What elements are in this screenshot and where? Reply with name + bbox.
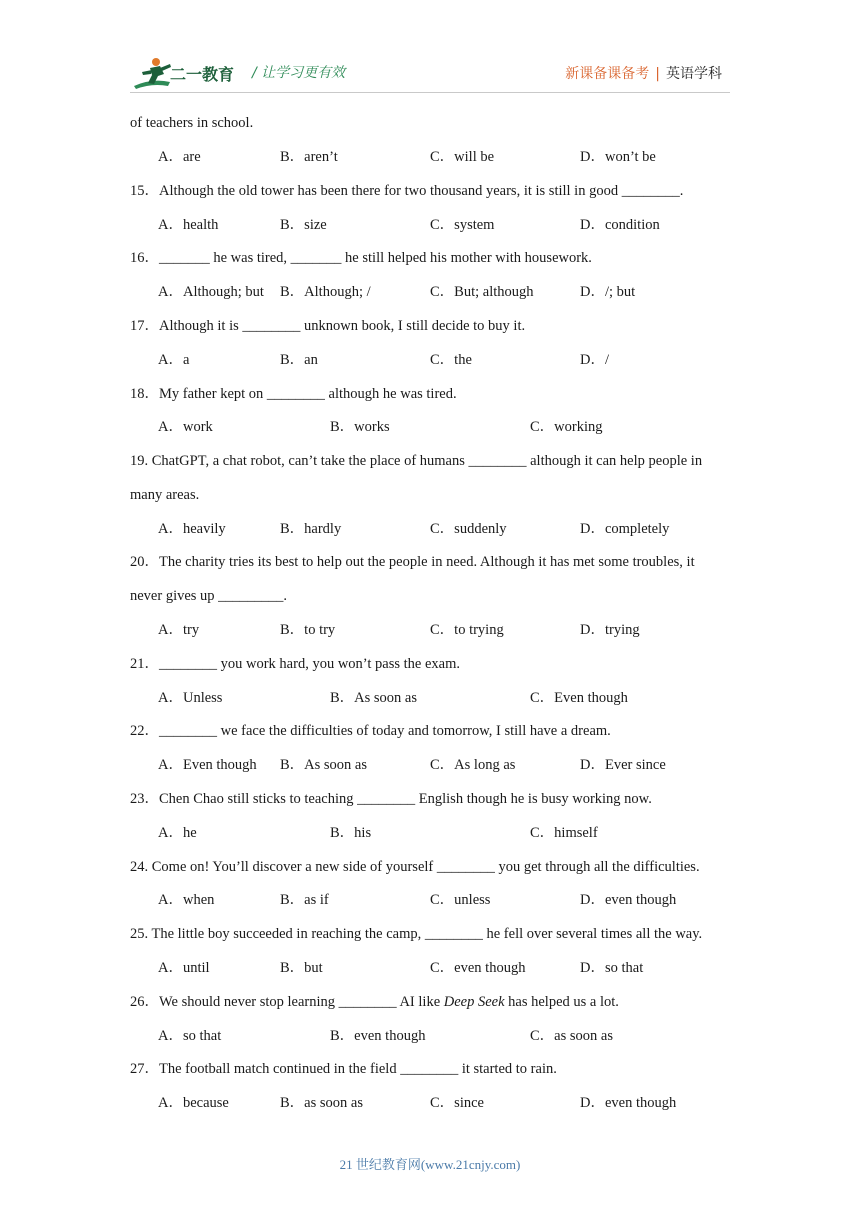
question-text: 17．Although it is ________ unknown book, I still decide to buy it.: [130, 318, 526, 334]
option: B．As soon as: [330, 690, 418, 706]
option: B．hardly: [280, 521, 342, 537]
option: B．aren’t: [280, 149, 338, 165]
question-text: of teachers in school.: [130, 115, 254, 131]
option: A．try: [158, 622, 200, 638]
option: C．working: [530, 419, 603, 435]
option: A．heavily: [158, 521, 226, 537]
option: D．condition: [580, 217, 660, 233]
question-text: 20．The charity tries its best to help out the people in need. Although it has met some troubles, it: [130, 554, 695, 570]
option: B．an: [280, 352, 318, 368]
question-text: 16．_______ he was tired, _______ he still helped his mother with housework.: [130, 250, 592, 266]
option: D．/; but: [580, 284, 636, 300]
option: D．even though: [580, 1095, 677, 1111]
option: C．suddenly: [430, 521, 507, 537]
option: D．trying: [580, 622, 640, 638]
option: A．Even though: [158, 757, 257, 773]
question-text: [130, 993, 619, 1011]
option: C．as soon as: [530, 1028, 613, 1044]
option: C．But; although: [430, 284, 534, 300]
option: C．unless: [430, 892, 491, 908]
option: B．as soon as: [280, 1095, 363, 1111]
header-slogan: / 让学习更有效: [252, 65, 346, 81]
header-exam-label: 新课备课备考: [565, 66, 650, 82]
question-text: 25. The little boy succeeded in reaching the camp, ________ he fell over several times all the way.: [130, 926, 703, 942]
option: B．but: [280, 960, 323, 976]
option: B．as if: [280, 892, 329, 908]
option: C．to trying: [430, 622, 504, 638]
option: A．because: [158, 1095, 229, 1111]
option: B．his: [330, 825, 372, 841]
option: D．Ever since: [580, 757, 666, 773]
option: C．even though: [430, 960, 526, 976]
option: A．work: [158, 419, 213, 435]
option: A．when: [158, 892, 215, 908]
option: C．system: [430, 217, 495, 233]
header-subject-label: 英语学科: [666, 66, 722, 82]
option: B．As soon as: [280, 757, 368, 773]
question-text: 21．________ you work hard, you won’t pass the exam.: [130, 656, 460, 672]
question-text-italic: Deep Seek: [443, 994, 505, 1010]
question-text: 15．Although the old tower has been there for two thousand years, it is still in good ________.: [130, 183, 684, 199]
page-header: [0, 0, 860, 100]
logo-text: 二一教育: [170, 65, 235, 84]
option: C．since: [430, 1095, 484, 1111]
question-text: 19. ChatGPT, a chat robot, can’t take the place of humans ________ although it can help people in: [130, 453, 703, 469]
question-text-end: has helped us a lot.: [504, 994, 619, 1010]
option: C．As long as: [430, 757, 516, 773]
option: C．the: [430, 352, 472, 368]
question-text: 22．________ we face the difficulties of today and tomorrow, I still have a dream.: [130, 723, 611, 739]
question-text: 23．Chen Chao still sticks to teaching ________ English though he is busy working now.: [130, 791, 652, 807]
option: A．Unless: [158, 690, 223, 706]
question-text-continued: many areas.: [130, 487, 200, 503]
option: B．works: [330, 419, 390, 435]
question-text: 27．The football match continued in the field ________ it started to rain.: [130, 1061, 557, 1077]
question-text-start: 26．We should never stop learning ________ AI like: [130, 994, 444, 1010]
option: C．will be: [430, 149, 495, 165]
option: A．are: [158, 149, 201, 165]
option: A．until: [158, 960, 210, 976]
question-text-continued: never gives up _________.: [130, 588, 288, 604]
option: C．himself: [530, 825, 598, 841]
header-separator: |: [655, 66, 660, 82]
page-footer: 21 世纪教育网(www.21cnjy.com): [339, 1157, 521, 1172]
header-divider: [130, 92, 730, 93]
question-text: 24. Come on! You’ll discover a new side of yourself ________ you get through all the difficulties.: [130, 859, 700, 875]
option: B．even though: [330, 1028, 426, 1044]
option: B．to try: [280, 622, 336, 638]
option: C．Even though: [530, 690, 628, 706]
header-subject: [565, 63, 722, 83]
question-text: 18．My father kept on ________ although he was tired.: [130, 386, 457, 402]
option: A．Although; but: [158, 284, 264, 300]
option: D．so that: [580, 960, 644, 976]
option: A．so that: [158, 1028, 222, 1044]
option: D．won’t be: [580, 149, 656, 165]
option: D．even though: [580, 892, 677, 908]
option: D．/: [580, 352, 609, 368]
option: A．health: [158, 217, 219, 233]
option: D．completely: [580, 521, 670, 537]
option: B．size: [280, 217, 327, 233]
option: A．a: [158, 352, 190, 368]
option: A．he: [158, 825, 197, 841]
option: B．Although; /: [280, 284, 371, 300]
